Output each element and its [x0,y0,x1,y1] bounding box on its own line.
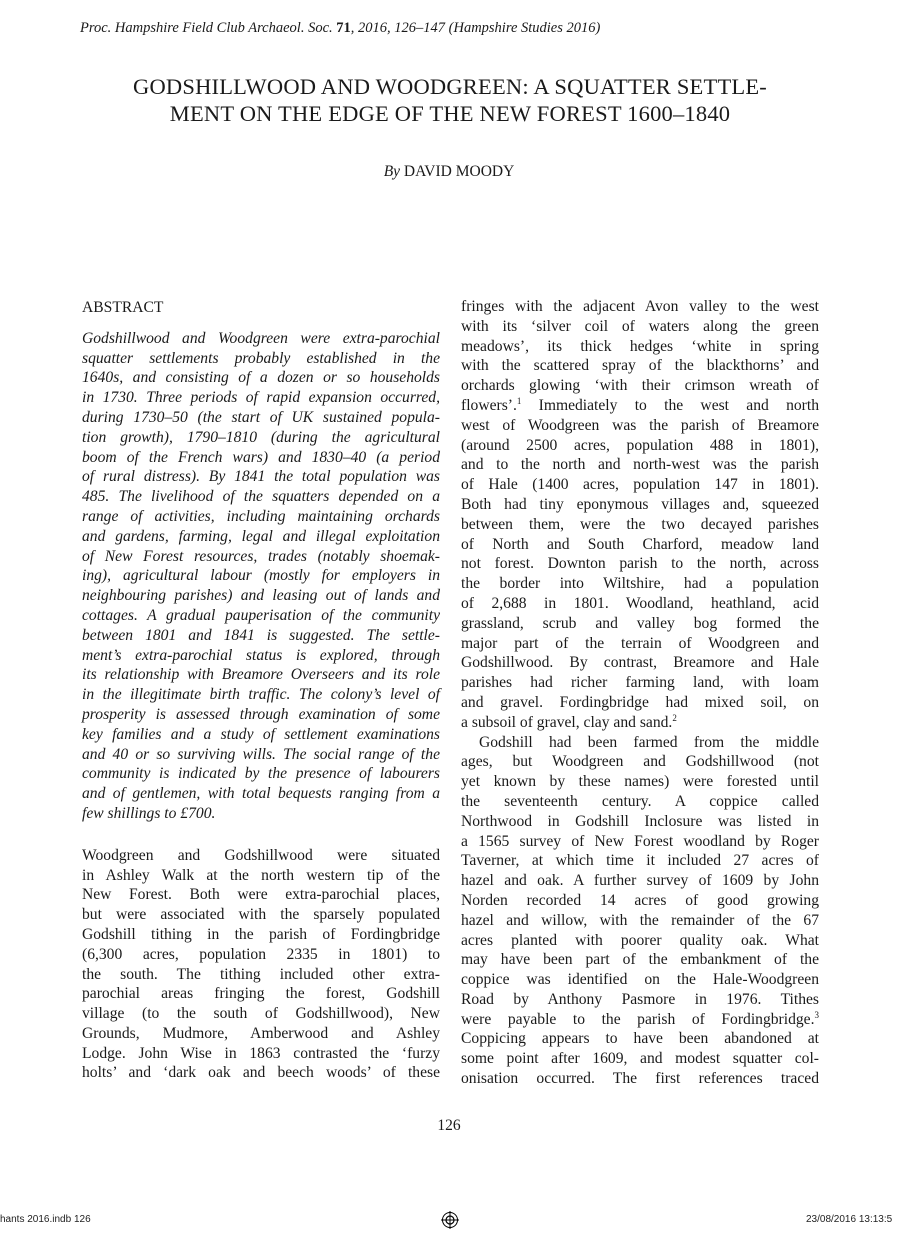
text-line: village (to the south of Godshillwood), New [82,1005,440,1023]
volume-number: 71 [336,20,351,36]
text-line: Coppicing appears to have been abandoned at [461,1030,819,1048]
text-line: few shillings to £700. [82,804,216,822]
text-line: were payable to the parish of Fordingbridge.$^3$ [461,1009,819,1028]
text-line: during 1730–50 (the start of UK sustained popula- [82,408,440,426]
text-line: community is indicated by the presence of labourers [82,765,440,783]
byline-prefix: By [383,163,401,180]
text-line: in the illegitimate birth traffic. The colony’s level of [82,686,440,704]
text-line: of New Forest resources, trades (notably shoemak- [82,547,440,565]
abstract-text [82,329,440,824]
text-line: (6,300 acres, population 2335 in 1801) to [82,945,440,963]
text-line: the seventeenth century. A coppice called [461,792,819,810]
text-line: prosperity is assessed through examination of some [82,705,440,723]
text-line: flowers’.$^1$ Immediately to the west and north [461,395,819,414]
text-line: of North and South Charford, meadow land [461,535,819,553]
title-line-1: GODSHILLWOOD AND WOODGREEN: A SQUATTER SETTLE- [133,74,767,99]
text-line: not forest. Downton parish to the north, across [461,555,819,573]
body-text-left [82,846,440,1084]
text-line: orchards glowing ‘with their crimson wreath of [461,377,819,395]
text-line: Godshill had been farmed from the middle [479,733,819,751]
page-number: 126 [437,1117,461,1134]
text-line: between 1801 and 1841 is suggested. The settle- [82,626,440,644]
text-line: 1640s, and consisting of a dozen or so households [82,369,440,387]
running-header [80,20,820,37]
text-line: Lodge. John Wise in 1863 contrasted the ‘furzy [82,1044,440,1062]
text-line: parochial areas fringing the forest, Godshill [82,985,440,1003]
text-line: New Forest. Both were extra-parochial places, [82,886,440,904]
text-line: Woodgreen and Godshillwood were situated [82,846,440,864]
text-line: meadows’, its thick hedges ‘white in spring [461,337,819,355]
text-line: west of Woodgreen was the parish of Breamore [461,416,819,434]
text-line: 485. The livelihood of the squatters depended on a [82,488,440,506]
left-column [82,297,440,1083]
text-line: ages, but Woodgreen and Godshillwood (not [461,753,819,771]
text-line: key families and a study of settlement examinations [82,725,440,743]
citation-details: , 2016, 126–147 (Hampshire Studies 2016) [350,20,601,36]
text-line: major part of the terrain of Woodgreen and [461,634,819,652]
text-line: holts’ and ‘dark oak and beech woods’ of these [82,1064,440,1082]
byline [0,163,898,181]
text-line: and gravel. Fordingbridge had mixed soil, on [461,693,819,711]
text-line: acres planted with poorer quality oak. What [461,931,819,949]
text-line: Taverner, at which time it included 27 acres of [461,852,819,870]
article-title [60,73,840,127]
footer-timestamp: 23/08/2016 13:13:5 [806,1214,893,1225]
author-name: DAVID MOODY [403,163,515,180]
text-line: Both had tiny eponymous villages and, squeezed [461,495,819,513]
title-line-2: MENT ON THE EDGE OF THE NEW FOREST 1600–1840 [169,101,731,126]
text-line: may have been part of the embankment of the [461,951,819,969]
right-column [461,297,819,1089]
text-line: the border into Wiltshire, had a population [461,575,819,593]
registration-mark-icon [441,1211,459,1229]
footnote-marker[interactable]: 3 [814,1009,819,1020]
text-line: range of activities, including maintaining orchards [82,507,440,525]
text-line: Grounds, Mudmore, Amberwood and Ashley [82,1024,440,1042]
text-line: between them, were the two decayed parishes [461,515,819,533]
text-line: boom of the French wars) and 1830–40 (a period [82,448,440,466]
text-line: grassland, scrub and valley bog formed the [461,614,819,632]
text-line: its relationship with Breamore Overseers and its role [82,666,440,684]
text-line: some point after 1609, and modest squatter col- [461,1050,819,1068]
footnote-marker[interactable]: 2 [672,712,677,723]
text-line: ment’s extra-parochial status is explored, through [82,646,440,664]
body-paragraph-2 [461,733,819,1089]
text-line: a subsoil of gravel, clay and sand.$^2$ [461,712,677,731]
text-line: cottages. A gradual pauperisation of the community [82,606,440,624]
journal-name: Proc. Hampshire Field Club Archaeol. Soc. [80,20,333,36]
text-line: with its ‘silver coil of waters along the green [461,317,819,335]
text-line: squatter settlements probably established in the [82,349,440,367]
text-line: with the scattered spray of the blackthorns’ and [461,357,819,375]
text-line: parishes had richer farming land, with loam [461,674,819,692]
text-line: and to the north and north-west was the parish [461,456,819,474]
text-line: hazel and oak. A further survey of 1609 by John [461,872,819,890]
abstract-heading: ABSTRACT [82,299,164,316]
text-line: ing), agricultural labour (mostly for employers in [82,567,440,585]
text-line: a 1565 survey of New Forest woodland by Roger [461,832,819,850]
text-line: hazel and willow, with the remainder of the 67 [461,911,819,929]
text-line: in 1730. Three periods of rapid expansion occurred, [82,389,440,407]
text-line: Godshillwood and Woodgreen were extra-parochial [82,329,440,347]
text-line: yet known by these names) were forested until [461,773,819,791]
text-line: and 40 or so surviving wills. The social range of the [82,745,440,763]
text-line: in Ashley Walk at the north western tip of the [82,866,440,884]
text-line: fringes with the adjacent Avon valley to the west [461,298,819,315]
text-line: and gardens, farming, legal and illegal exploitation [82,527,440,545]
text-line: Norden recorded 14 acres of good growing [461,891,819,909]
text-line: coppice was identified on the Hale-Woodgreen [461,971,819,989]
footer-file-info: hants 2016.indb 126 [0,1214,91,1225]
text-line: Road by Anthony Pasmore in 1976. Tithes [461,990,819,1008]
body-paragraph-1 [461,297,819,733]
text-line: of 2,688 in 1801. Woodland, heathland, acid [461,594,819,612]
text-line: the south. The tithing included other extra- [82,965,440,983]
text-line: tion growth), 1790–1810 (during the agricultural [82,428,440,446]
text-line: Northwood in Godshill Inclosure was listed in [461,812,819,830]
text-line: of rural distress). By 1841 the total population was [82,468,440,486]
text-line: Godshillwood. By contrast, Breamore and Hale [461,654,819,672]
text-line: neighbouring parishes) and leasing out of lands and [82,587,440,605]
text-line: onisation occurred. The first references traced [461,1070,819,1088]
text-line: and of gentlemen, with total bequests ranging from a [82,785,440,803]
footnote-marker[interactable]: 1 [516,395,522,406]
text-line: but were associated with the sparsely populated [82,906,440,924]
text-line: Godshill tithing in the parish of Fordingbridge [82,925,440,943]
text-line: (around 2500 acres, population 488 in 1801), [461,436,819,454]
text-line: of Hale (1400 acres, population 147 in 1801). [461,476,819,494]
